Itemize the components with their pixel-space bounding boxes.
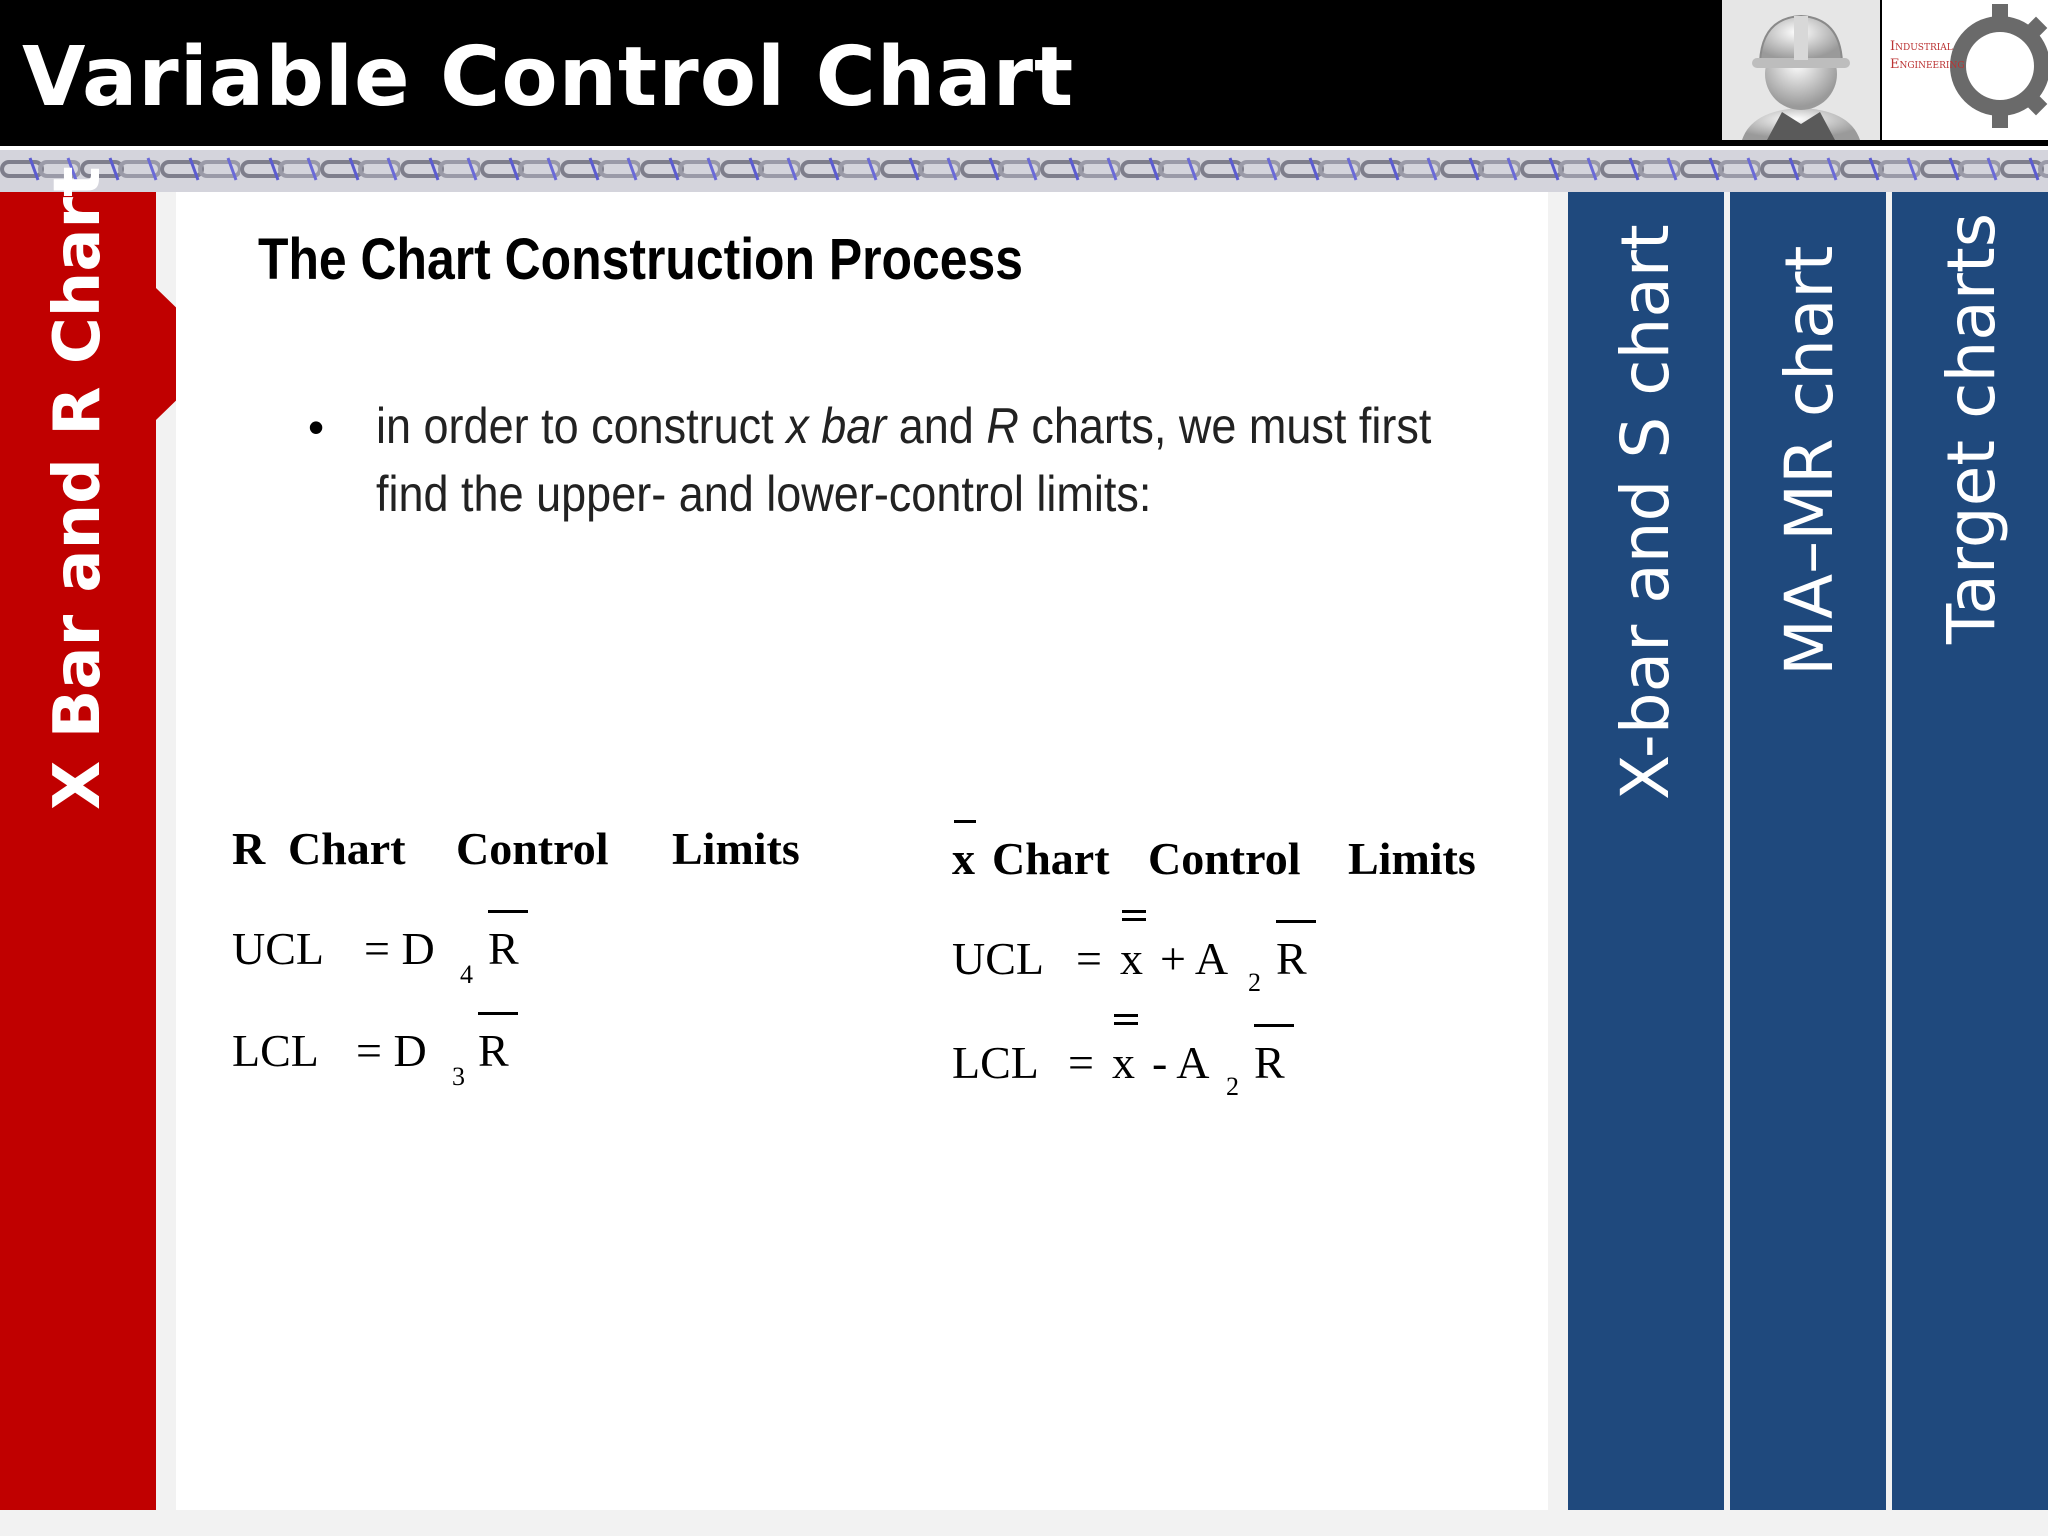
header-bar: [0, 0, 2048, 146]
logo-text-line1: Industrial: [1890, 39, 1953, 54]
x-ucl-xbar-bottom: [1122, 918, 1146, 921]
bullet-xbar: x bar: [786, 398, 887, 454]
bullet-part1: in order to construct: [376, 398, 787, 454]
r-chart-heading-limits: Limits: [672, 823, 800, 874]
x-lcl-label: LCL: [952, 1037, 1039, 1088]
worker-icon: [1722, 0, 1880, 140]
chain-icon: [0, 146, 2048, 192]
x-chart-heading-limits: Limits: [1348, 833, 1476, 884]
tab-ma-mr-chart-label: MA–MR chart: [1771, 245, 1848, 676]
x-ucl-x: x: [1120, 933, 1143, 984]
content-panel: [176, 192, 1548, 1510]
industrial-engineering-logo: [1882, 0, 2048, 140]
slide-title: Variable Control Chart: [22, 30, 1075, 125]
x-lcl-xbar-top: [1114, 1014, 1138, 1017]
r-ucl-eq: = D: [364, 923, 435, 974]
x-chart-heading-control: Control: [1148, 833, 1301, 884]
tab-x-bar-and-s-chart-label: X-bar and S chart: [1607, 224, 1684, 800]
x-ucl-rbar: [1276, 920, 1316, 923]
x-ucl-label: UCL: [952, 933, 1044, 984]
x-lcl-eq: =: [1068, 1037, 1094, 1088]
section-title: The Chart Construction Process: [258, 227, 1023, 292]
tab-target-charts-label: Target charts: [1933, 212, 2010, 644]
bullet-part2: and: [886, 398, 987, 454]
x-lcl-sub: 2: [1226, 1072, 1239, 1101]
x-lcl-x: x: [1112, 1037, 1135, 1088]
tab-x-bar-and-r-chart-label: X Bar and R Chart: [41, 166, 115, 810]
r-lcl-r: R: [478, 1025, 509, 1076]
r-ucl-sub: 4: [460, 960, 473, 989]
logo-text-line2: Engineering: [1890, 57, 1965, 72]
r-lcl-sub: 3: [452, 1062, 465, 1091]
x-lcl-op: - A: [1152, 1037, 1210, 1088]
r-ucl-rbar: [488, 910, 528, 913]
x-ucl-op: + A: [1160, 933, 1229, 984]
x-chart-heading-chart: Chart: [992, 833, 1110, 884]
r-chart-heading-chart: Chart: [288, 823, 406, 874]
r-ucl-r: R: [488, 923, 519, 974]
bullet-r: R: [986, 398, 1019, 454]
bullet-dot: •: [308, 401, 325, 453]
x-heading-bar: [954, 820, 976, 823]
logo-text: [1890, 38, 1965, 74]
r-lcl-eq: = D: [356, 1025, 427, 1076]
r-chart-heading-r: R: [232, 823, 266, 874]
bullet-part3: charts, we must first find the upper- and lower-control limits:: [376, 398, 1432, 522]
r-lcl-rbar: [478, 1012, 518, 1015]
worker-logo: [1722, 0, 1880, 140]
x-lcl-rbar: [1254, 1024, 1294, 1027]
x-chart-heading-x: x: [952, 833, 975, 884]
bottom-strip: [0, 1510, 2048, 1536]
chain-divider: [0, 146, 2048, 192]
r-ucl-label: UCL: [232, 923, 324, 974]
x-ucl-sub: 2: [1248, 968, 1261, 997]
x-ucl-xbar-top: [1122, 910, 1146, 913]
x-ucl-eq: =: [1076, 933, 1102, 984]
x-ucl-r: R: [1276, 933, 1307, 984]
bullet-text: [376, 392, 1456, 528]
x-lcl-r: R: [1254, 1037, 1285, 1088]
x-lcl-xbar-bottom: [1114, 1022, 1138, 1025]
r-chart-heading-control: Control: [456, 823, 609, 874]
r-lcl-label: LCL: [232, 1025, 319, 1076]
